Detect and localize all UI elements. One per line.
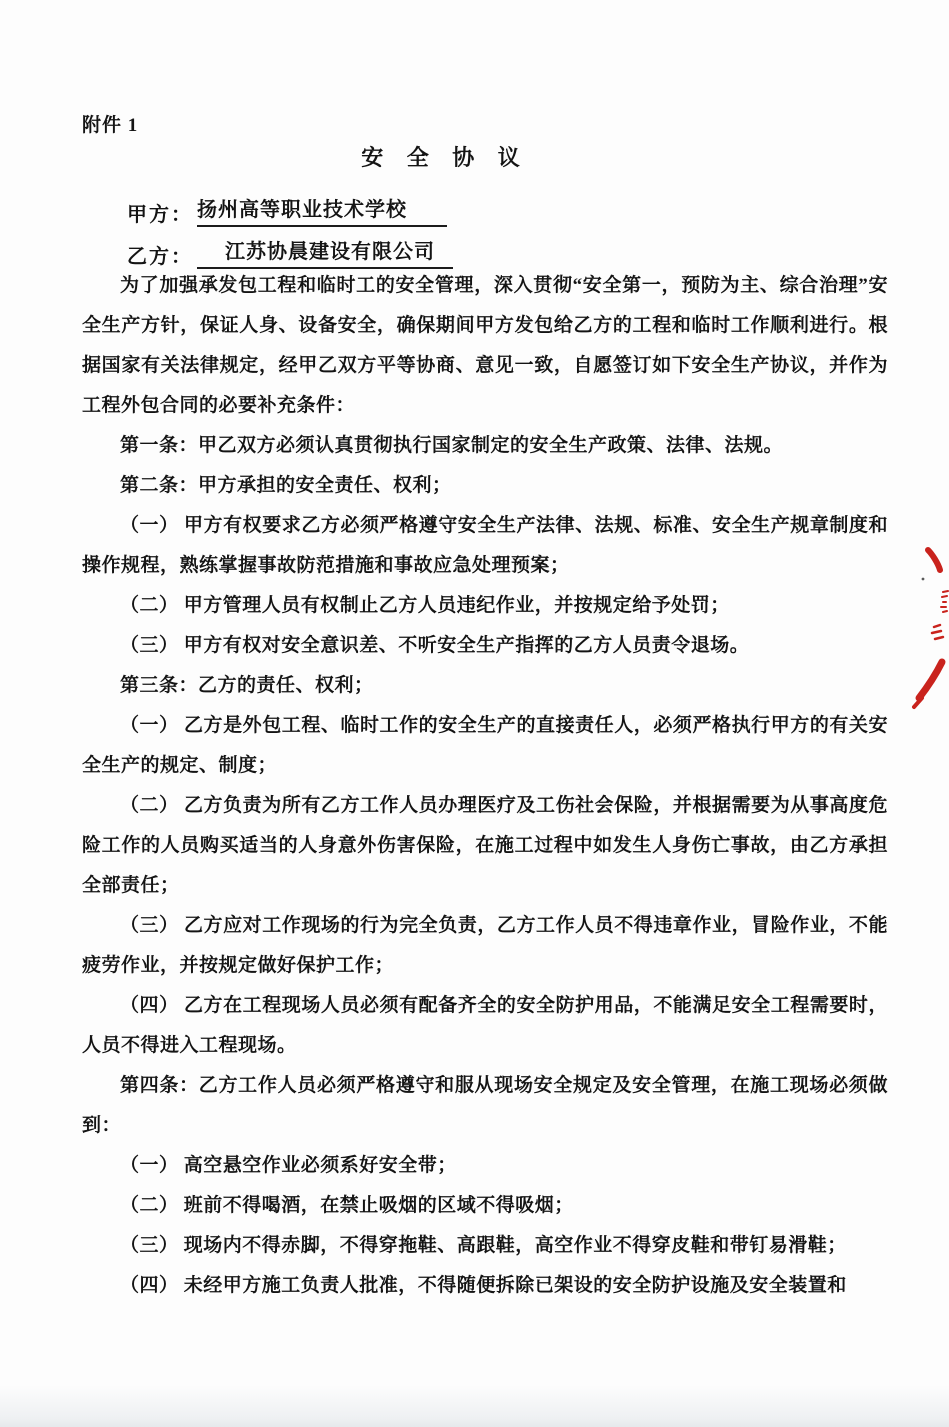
red-seal-edge-mark [909, 540, 949, 710]
paragraph: （一） 高空悬空作业必须系好安全带； [120, 1155, 457, 1176]
paragraph: （三） 乙方应对工作现场的行为完全负责，乙方工作人员不得违章作业，冒险作业，不能疲劳作业，并按规定做好保护工作； [82, 915, 888, 976]
paragraph: 第一条：甲乙双方必须认真贯彻执行国家制定的安全生产政策、法律、法规。 [120, 435, 784, 456]
paragraph: 第四条：乙方工作人员必须严格遵守和服从现场安全规定及安全管理，在施工现场必须做到： [82, 1075, 888, 1136]
paragraph: （二） 甲方管理人员有权制止乙方人员违纪作业，并按规定给予处罚； [120, 595, 730, 616]
paragraph: （二） 乙方负责为所有乙方工作人员办理医疗及工伤社会保险，并根据需要为从事高度危险工作的人员购买适当的人身意外伤害保险，在施工过程中如发生人身伤亡事故，由乙方承担全部责任； [82, 795, 888, 896]
paragraph: （三） 现场内不得赤脚，不得穿拖鞋、高跟鞋，高空作业不得穿皮鞋和带钉易滑鞋； [120, 1235, 847, 1256]
paragraph: （四） 未经甲方施工负责人批准，不得随便拆除已架设的安全防护设施及安全装置和 [120, 1275, 847, 1296]
attachment-label: 附件 1 [82, 115, 139, 136]
party-b-row [127, 228, 453, 269]
scan-shadow [0, 1385, 949, 1427]
paragraph: 第三条：乙方的责任、权利； [120, 675, 374, 696]
party-b-value: 江苏协晨建设有限公司 [197, 237, 453, 269]
paragraph: 为了加强承发包工程和临时工的安全管理，深入贯彻“安全第一，预防为主、综合治理”安全生产方针，保证人身、设备安全，确保期间甲方发包给乙方的工程和临时工作顺利进行。根据国家有关法律规定，经甲乙双方平等协商、意见一致，自愿签订如下安全生产协议，并作为工程外包合同的必要补充条件： [82, 275, 888, 416]
paragraph: （三） 甲方有权对安全意识差、不听安全生产指挥的乙方人员责令退场。 [120, 635, 750, 656]
party-a-row [127, 186, 453, 227]
parties-block [127, 186, 453, 270]
ink-dot [922, 578, 925, 581]
party-b-label: 乙方： [127, 246, 193, 268]
party-a-value: 扬州高等职业技术学校 [197, 195, 447, 227]
paragraph: （一） 甲方有权要求乙方必须严格遵守安全生产法律、法规、标准、安全生产规章制度和操作规程，熟练掌握事故防范措施和事故应急处理预案； [82, 515, 888, 576]
paragraph: （一） 乙方是外包工程、临时工作的安全生产的直接责任人，必须严格执行甲方的有关安全生产的规定、制度； [82, 715, 888, 776]
party-a-label: 甲方： [127, 204, 193, 226]
paragraph: 第二条：甲方承担的安全责任、权利； [120, 475, 452, 496]
document-body [82, 266, 888, 1306]
document-title: 安 全 协 议 [361, 145, 529, 170]
paragraph: （二） 班前不得喝酒，在禁止吸烟的区域不得吸烟； [120, 1195, 574, 1216]
paragraph: （四） 乙方在工程现场人员必须有配备齐全的安全防护用品，不能满足安全工程需要时，人员不得进入工程现场。 [82, 995, 888, 1056]
